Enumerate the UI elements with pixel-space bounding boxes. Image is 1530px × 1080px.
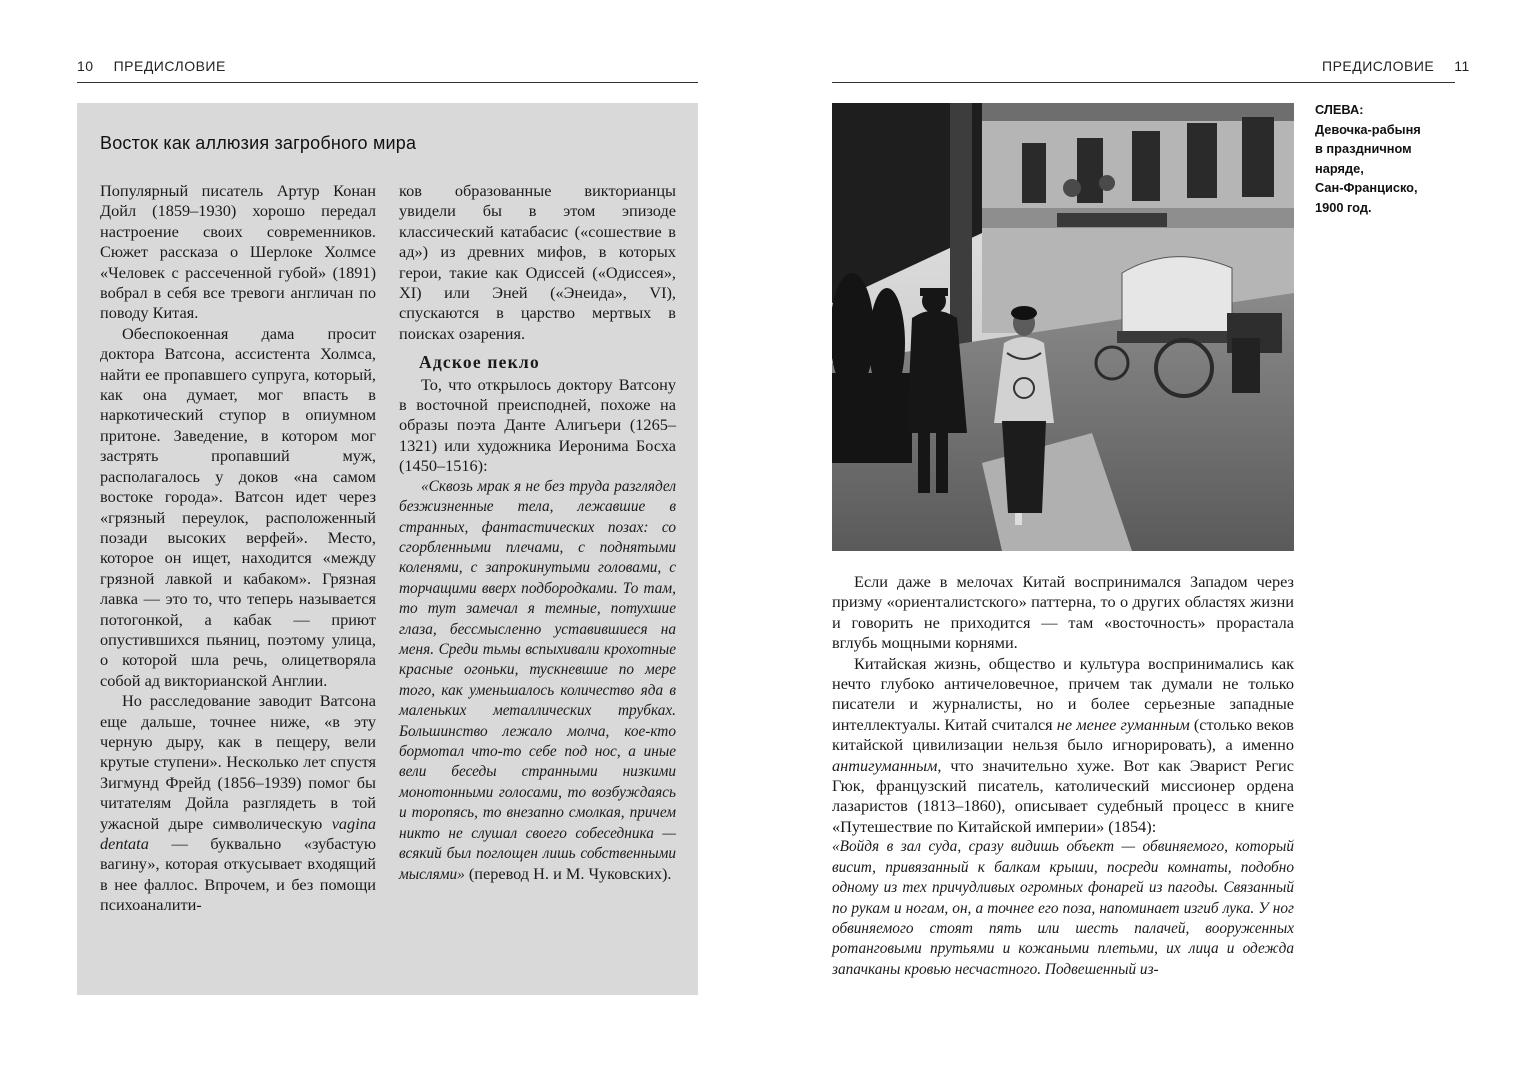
left-page-number: 10 <box>77 58 94 74</box>
caption-line: в праздничном <box>1315 141 1412 156</box>
paragraph: Популярный писатель Артур Конан Дойл (1859–1930) хорошо передал настроение своих современников. Сюжет рассказа о Шерлоке Холмсе «Человек с рассеченной губой» (1891) вобрал в себя все тревоги англичан по поводу Китая. <box>100 181 376 323</box>
paragraph: Китайская жизнь, общество и культура воспринимались как нечто глубоко античеловечное, причем так думали не только писатели и журналисты, но и более серьезные западные интеллектуалы. Китай считался не менее гуманным (столько веков китайской цивилизации нельзя было игнорировать), а именно антигуманным, что значительно хуже. Вот как Эварист Регис Гюк, французский писатель, католический миссионер ордена лазаристов (1813–1860), описывает судебный процесс в книге «Путешествие по Китайской империи» (1854): <box>832 653 1294 836</box>
caption-line: 1900 год. <box>1315 199 1372 215</box>
quote: «Войдя в зал суда, сразу видишь объект — обвиняемого, который висит, привязанный к балкам крыши, посреди комнаты, подобно одному из тех причудливых огромных фонарей из пагоды. Связанный по рукам и ногам, он, а точнее его поза, напоминает изгиб лука. У ног обвиняемого стоят пять или шесть палачей, вооруженных ротанговыми прутьями и кожаными плетьми, их лица и одежда запачканы кровью несчастного. Подвешенный из- <box>832 838 1294 978</box>
right-page-number: 11 <box>1454 58 1470 74</box>
paragraph: Если даже в мелочах Китай воспринимался Западом через призму «ориенталистского» паттерна, то о других областях жизни и говорить не приходится — там «восточность» прорастала вглубь мощными корнями. <box>832 572 1294 653</box>
sidebar-title: Восток как аллюзия загробного мира <box>100 133 417 153</box>
main-text-column <box>832 572 1294 980</box>
subheading: Адское пекло <box>419 352 540 373</box>
left-section-label: ПРЕДИСЛОВИЕ <box>113 58 226 74</box>
sidebar-column-2 <box>399 181 676 886</box>
paragraph: Обеспокоенная дама просит доктора Ватсона, ассистента Холмса, найти ее пропавшего супруга, который, как она думает, мог впасть в наркотический ступор в опиумном притоне. Заведение, в котором мог застрять пропавший муж, располагалось у доков «на самом востоке города». Ватсон идет через «грязный переулок, расположенный позади высоких верфей». Место, которое он ищет, находится «между грязной лавкой и кабаком». Грязная лавка — это то, что теперь называется потогонкой, а кабак — приют опустившихся пьяниц, поэтому улица, о которой шла речь, олицетворяла собой ад викторианской Англии. <box>100 323 376 690</box>
right-running-head <box>1322 58 1470 74</box>
caption-line: СЛЕВА: <box>1315 102 1364 117</box>
street-photo <box>832 103 1294 551</box>
paragraph: То, что открылось доктору Ватсону в восточной преисподней, похоже на образы поэта Данте Алигьери (1265–1321) или художника Иеронима Босха (1450–1516): <box>399 374 676 476</box>
paragraph: ков образованные викторианцы увидели бы в этом эпизоде классический катабасис («сошествие в ад») из древних мифов, в которых герои, такие как Одиссей («Одиссея», XI) или Эней («Энеида», VI), спускаются в царство мертвых в поисках озарения. <box>399 181 676 343</box>
sidebar-column-1 <box>100 181 376 916</box>
caption-line: Девочка-рабыня <box>1315 121 1421 137</box>
paragraph: Но расследование заводит Ватсона еще дальше, точнее ниже, «в эту черную дыру, как в пещеру, вели крутые ступени». Несколько лет спустя Зигмунд Фрейд (1856–1939) помог бы читателям Дойла разглядеть в той ужасной дыре символическую vagina dentata — буквально «зубастую вагину», которая откусывает входящий в нее фаллос. Впрочем, и без помощи психоаналити- <box>100 691 376 915</box>
right-header-rule <box>832 82 1455 83</box>
right-section-label: ПРЕДИСЛОВИЕ <box>1322 58 1435 74</box>
caption-line: Сан-Франциско, <box>1315 180 1418 195</box>
left-running-head <box>77 58 226 74</box>
photo-caption <box>1315 100 1455 217</box>
caption-line: наряде, <box>1315 160 1364 176</box>
quote: «Сквозь мрак я не без труда разглядел безжизненные тела, лежавшие в странных, фантастических позах: со сгорбленными плечами, с поднятыми коленями, с запрокинутыми головами, с торчащими вверх подбородками. То там, то тут замечал я темные, потухшие глаза, бессмысленно уставившиеся на меня. Среди тьмы вспыхивали крохотные красные огоньки, тускневшие по мере того, как уменьшалось количество яда в маленьких металлических трубках. Большинство лежало молча, кое-кто бормотал что-то себе под нос, а иные вели беседы странными низкими монотонными голосами, то возбуждаясь и торопясь, то внезапно смолкая, причем никто не слушал своего собеседника — всякий был поглощен лишь собственными мыслями» (перевод Н. и М. Чуковских). <box>399 477 676 884</box>
left-header-rule <box>77 82 698 83</box>
